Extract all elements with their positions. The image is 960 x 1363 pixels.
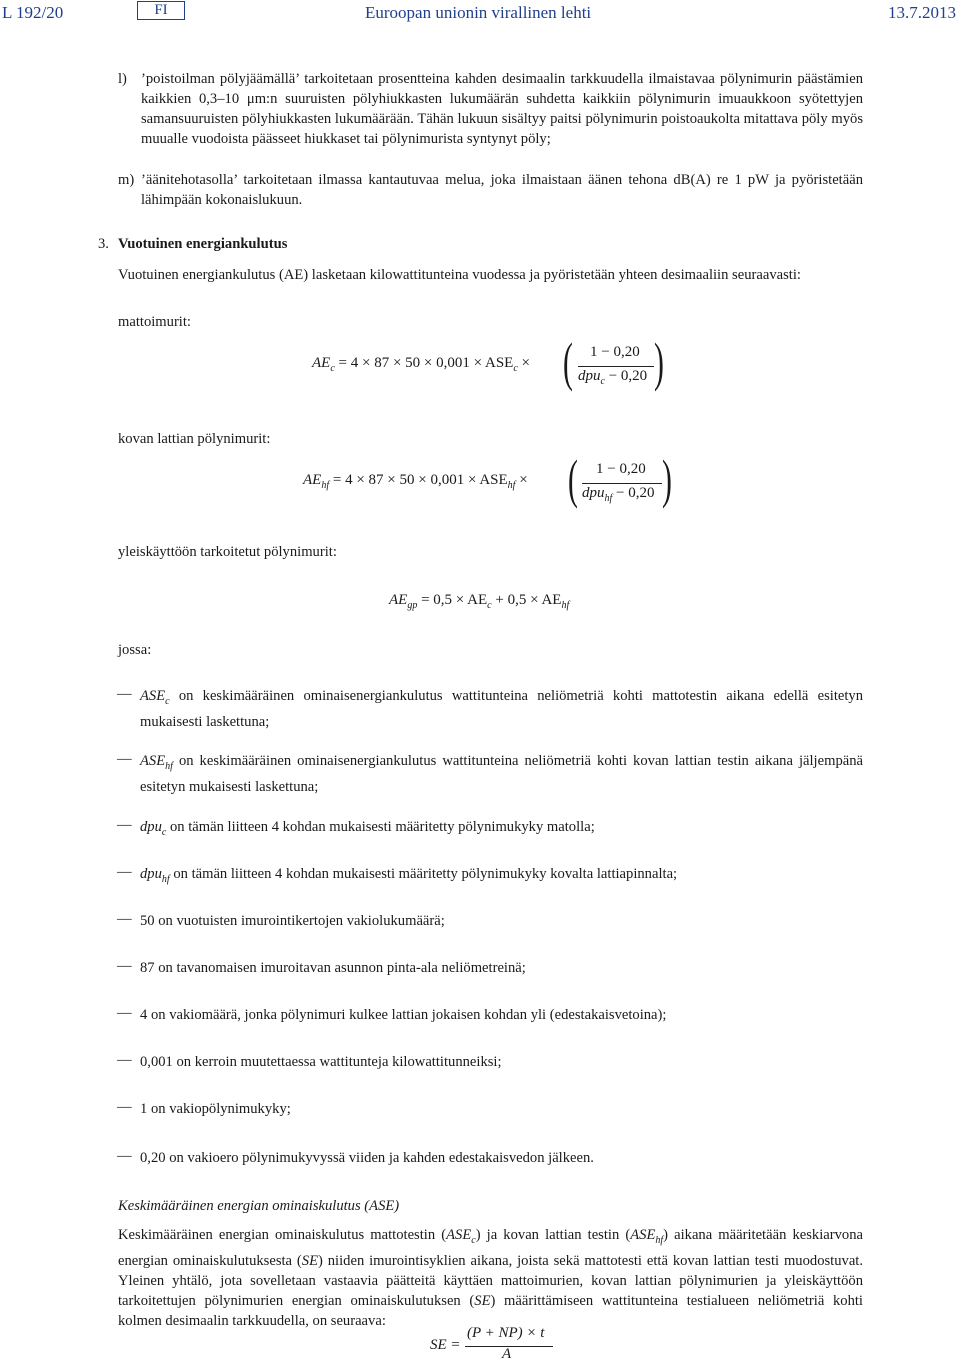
definition-item: $ASE_{hf}$ on keskimääräinen ominaisenergiankulutus wattitunteina neliömetriä kohti kovan lattian testin aikana jäljempänä esitetyn mukaisesti laskettuna; bbox=[140, 753, 863, 795]
hard-numerator: 1 − 0,20 bbox=[596, 461, 646, 477]
general-purpose-formula: $AE_{gp} = 0,5 \times AE_c + 0,5 \times AE_{hf}$ bbox=[389, 592, 570, 611]
carpet-left-paren: ( bbox=[563, 332, 573, 392]
hard-denominator: dpu$_{hf}$ − 0,20 bbox=[582, 485, 655, 504]
definition-item: dpu$_{hf}$ on tämän liitteen 4 kohdan mukaisesti määritetty pölynimukyky kovalta lattiapinnalta; bbox=[140, 866, 678, 885]
publication-date: 13.7.2013 bbox=[888, 3, 956, 22]
ase-section-title: Keskimääräinen energian ominaiskulutus (ASE) bbox=[118, 1198, 400, 1214]
definition-item: dpu$_c$ on tämän liitteen 4 kohdan mukaisesti määritetty pölynimukyky matolla; bbox=[140, 819, 595, 838]
ase-paragraph: Keskimääräinen energian ominaiskulutus mattotestin $(ASE_c)$ ja kovan lattian testin $(ASE_{hf})$ aikana määritetään keskiarvona energian ominaiskulutuksesta (SE) niiden imurointisyklien aikana, joista sekä mattotesti että kovan lattian testi muodostuvat. Yleinen yhtälö, jota sovelletaan vastaavia päätteitä käyttäen mattoimurien, kovan lattian pölynimurien ja yleiskäyttöön tarkoitettujen pölynimurien energian ominaiskulutuksen (SE) määrittämiseen wattitunteina testialueen neliömetriä kohti kolmen desimaalin tarkkuudella, on seuraava: bbox=[118, 1227, 863, 1329]
definition-dash: — bbox=[117, 686, 132, 702]
definition-item: 50 on vuotuisten imurointikertojen vakiolukumäärä; bbox=[140, 913, 445, 929]
carpet-denominator: dpu$_c$ − 0,20 bbox=[578, 368, 648, 387]
se-denominator: A bbox=[502, 1346, 512, 1362]
carpet-numerator: 1 − 0,20 bbox=[590, 344, 640, 360]
carpet-formula-lhs: $AE_c = 4 \times 87 \times 50 \times 0,001 \times ASE_c$ × bbox=[312, 355, 531, 374]
where-label: jossa: bbox=[118, 642, 152, 658]
definition-item: 1 on vakiopölynimukyky; bbox=[140, 1101, 291, 1117]
carpet-fraction-line bbox=[578, 366, 654, 367]
item-l-label: l) bbox=[118, 71, 127, 87]
definition-dash: — bbox=[117, 817, 132, 833]
hard-formula-lhs: $AE_{hf} = 4 \times 87 \times 50 \times 0,001 \times ASE_{hf}$ × bbox=[303, 472, 528, 491]
journal-title: Euroopan unionin virallinen lehti bbox=[365, 3, 592, 22]
hard-right-paren: ) bbox=[662, 449, 672, 509]
definition-item: 4 on vakiomäärä, jonka pölynimuri kulkee lattian jokaisen kohdan yli (edestakaisvetoina); bbox=[140, 1007, 667, 1023]
definition-item: $ASE_c$ on keskimääräinen ominaisenergiankulutus wattitunteina neliömetriä kohti mattotestin aikana edellä esitetyn mukaisesti laskettuna; bbox=[140, 688, 863, 730]
item-l-text: ’poistoilman pölyjäämällä’ tarkoitetaan prosentteina kahden desimaalin tarkkuudella ilmaistavaa pölynimurin päästämien kaikkien 0,3–10 μm:n suuruisten pölyhiukkasten lukumäärän suhdetta kaikkiin pölynimurin imuaukkoon syötettyjen samansuuruisten pölyhiukkasten lukumäärään. Tähän lukuun sisältyy paitsi pölynimurin poistoaukolta mitattava pöly myös muualle vuodoista päässeet hiukkaset tai pölynimurista syntynyt pöly; bbox=[141, 71, 863, 147]
carpet-right-paren: ) bbox=[654, 332, 664, 392]
section-number: 3. bbox=[98, 236, 109, 252]
definition-dash: — bbox=[117, 1148, 132, 1164]
item-m-label: m) bbox=[118, 172, 135, 188]
definition-dash: — bbox=[117, 911, 132, 927]
section-title: Vuotuinen energiankulutus bbox=[118, 236, 288, 252]
se-formula-lhs: SE = bbox=[430, 1337, 461, 1353]
definition-dash: — bbox=[117, 1052, 132, 1068]
hard-floor-label: kovan lattian pölynimurit: bbox=[118, 431, 271, 447]
definition-dash: — bbox=[117, 958, 132, 974]
hard-fraction-line bbox=[582, 483, 662, 484]
definition-item: 0,001 on kerroin muutettaessa wattitunteja kilowattitunneiksi; bbox=[140, 1054, 502, 1070]
definition-dash: — bbox=[117, 1099, 132, 1115]
definition-dash: — bbox=[117, 864, 132, 880]
definition-item: 87 on tavanomaisen imuroitavan asunnon pinta-ala neliömetreinä; bbox=[140, 960, 526, 976]
language-badge: FI bbox=[137, 1, 185, 20]
section-intro: Vuotuinen energiankulutus (AE) lasketaan kilowattitunteina vuodessa ja pyöristetään yhteen desimaaliin seuraavasti: bbox=[118, 267, 801, 283]
se-numerator: (P + NP) × t bbox=[467, 1325, 545, 1341]
item-m-text: ’äänitehotasolla’ tarkoitetaan ilmassa kantautuvaa melua, joka ilmaistaan äänen tehona dB(A) re 1 pW ja pyöristetään lähimpään kokonaislukuun. bbox=[141, 172, 863, 208]
page-reference: L 192/20 bbox=[2, 3, 64, 22]
definition-dash: — bbox=[117, 1005, 132, 1021]
definition-item: 0,20 on vakioero pölynimukyvyssä viiden ja kahden edestakaisvedon jälkeen. bbox=[140, 1150, 594, 1166]
carpet-label: mattoimurit: bbox=[118, 314, 191, 330]
definition-dash: — bbox=[117, 751, 132, 767]
general-purpose-label: yleiskäyttöön tarkoitetut pölynimurit: bbox=[118, 544, 337, 560]
hard-left-paren: ( bbox=[568, 449, 578, 509]
